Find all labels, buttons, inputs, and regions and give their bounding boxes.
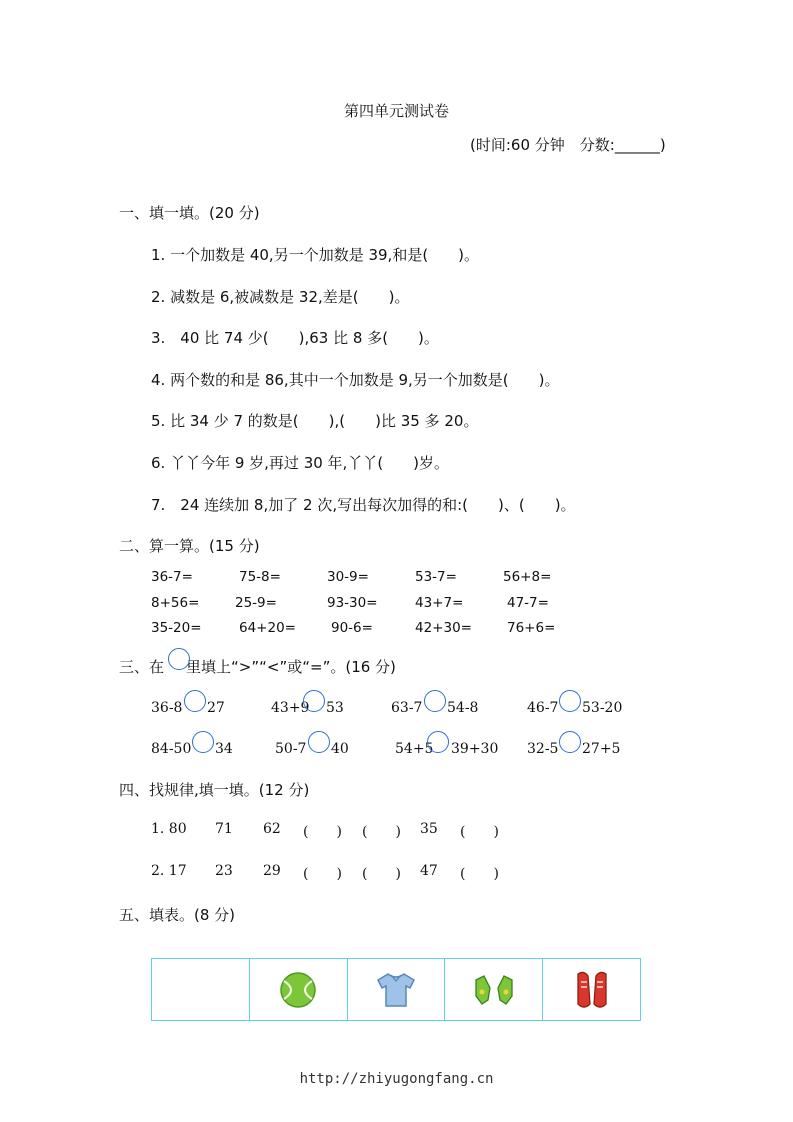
calc-item: 76+6=: [507, 620, 556, 636]
page-title: 第四单元测试卷: [343, 102, 449, 120]
calc-item: 93-30=: [327, 595, 378, 611]
section-3-heading: [119, 656, 396, 677]
pattern-cell: 35: [420, 821, 438, 837]
pattern-cell: 23: [215, 863, 233, 879]
section-5-heading: 五、填表。(8 分): [119, 906, 236, 924]
calc-item: 36-7=: [151, 569, 193, 585]
pattern-blank[interactable]: ( ): [460, 824, 499, 840]
question-1-5: 5. 比 34 少 7 的数是( ),( )比 35 多 20。: [151, 412, 479, 430]
question-1-7: 7. 24 连续加 8,加了 2 次,写出每次加得的和:( )、( )。: [151, 496, 576, 514]
answer-circle[interactable]: [424, 690, 446, 712]
compare-left: 32-5: [527, 741, 559, 757]
calc-item: 43+7=: [415, 595, 464, 611]
table-cell-tennis: [250, 959, 348, 1020]
compare-right: 34: [215, 741, 233, 757]
pattern-blank[interactable]: ( ): [362, 824, 401, 840]
pattern-cell: 62: [263, 821, 281, 837]
compare-right: 27: [207, 700, 225, 716]
fill-table: [151, 958, 641, 1021]
question-1-4: 4. 两个数的和是 86,其中一个加数是 9,另一个加数是( )。: [151, 371, 560, 389]
pattern-blank[interactable]: ( ): [362, 866, 401, 882]
calc-item: 75-8=: [239, 569, 281, 585]
calc-item: 56+8=: [503, 569, 552, 585]
compare-right: 39+30: [451, 741, 499, 757]
calc-item: 35-20=: [151, 620, 202, 636]
footer-url[interactable]: http://zhiyugongfang.cn: [299, 1071, 494, 1087]
compare-left: 50-7: [275, 741, 307, 757]
compare-left: 63-7: [391, 700, 423, 716]
shoes-icon: [570, 968, 614, 1012]
section-4-heading: 四、找规律,填一填。(12 分): [119, 781, 310, 799]
tennis-ball-icon: [278, 970, 318, 1010]
calc-item: 8+56=: [151, 595, 200, 611]
compare-right: 40: [331, 741, 349, 757]
pattern-blank[interactable]: ( ): [460, 866, 499, 882]
calc-item: 64+20=: [239, 620, 296, 636]
table-cell-gloves: [445, 959, 543, 1020]
question-1-3: 3. 40 比 74 少( ),63 比 8 多( )。: [151, 329, 439, 347]
question-1-6: 6. 丫丫今年 9 岁,再过 30 年,丫丫( )岁。: [151, 454, 450, 472]
answer-circle[interactable]: [308, 731, 330, 753]
answer-circle[interactable]: [559, 731, 581, 753]
compare-left: 46-7: [527, 700, 559, 716]
compare-right: 54-8: [447, 700, 479, 716]
compare-left: 84-50: [151, 741, 192, 757]
answer-circle[interactable]: [427, 731, 449, 753]
pattern-cell: 2. 17: [151, 863, 187, 879]
time-score-line: (时间:60 分钟 分数:______): [470, 136, 666, 154]
table-cell-shirt: [348, 959, 446, 1020]
compare-right: 53-20: [582, 700, 623, 716]
compare-left: 36-8: [151, 700, 183, 716]
compare-right: 27+5: [582, 741, 621, 757]
calc-item: 30-9=: [327, 569, 369, 585]
compare-left: 54+5: [395, 741, 434, 757]
section-3-heading-post: 里填上“>”“<”或“=”。(16 分): [186, 658, 396, 676]
calc-item: 90-6=: [331, 620, 373, 636]
answer-circle[interactable]: [303, 690, 325, 712]
compare-right: 53: [326, 700, 344, 716]
compare-left: 43+9: [271, 700, 310, 716]
pattern-blank[interactable]: ( ): [303, 824, 342, 840]
section-1-heading: 一、填一填。(20 分): [119, 204, 260, 222]
table-header-empty-cell[interactable]: [152, 959, 250, 1020]
table-cell-shoes: [543, 959, 640, 1020]
calc-item: 47-7=: [507, 595, 549, 611]
compare-circle-icon: [168, 648, 190, 670]
question-1-2: 2. 减数是 6,被减数是 32,差是( )。: [151, 288, 410, 306]
answer-circle[interactable]: [192, 731, 214, 753]
pattern-cell: 29: [263, 863, 281, 879]
gloves-icon: [470, 970, 518, 1010]
calc-item: 25-9=: [235, 595, 277, 611]
question-1-1: 1. 一个加数是 40,另一个加数是 39,和是( )。: [151, 246, 480, 264]
pattern-cell: 1. 80: [151, 821, 187, 837]
section-2-heading: 二、算一算。(15 分): [119, 537, 260, 555]
answer-circle[interactable]: [559, 690, 581, 712]
t-shirt-icon: [374, 970, 418, 1010]
calc-item: 42+30=: [415, 620, 472, 636]
calc-item: 53-7=: [415, 569, 457, 585]
answer-circle[interactable]: [184, 690, 206, 712]
section-3-heading-pre: 三、在: [119, 658, 165, 676]
pattern-cell: 71: [215, 821, 233, 837]
pattern-blank[interactable]: ( ): [303, 866, 342, 882]
pattern-cell: 47: [420, 863, 438, 879]
